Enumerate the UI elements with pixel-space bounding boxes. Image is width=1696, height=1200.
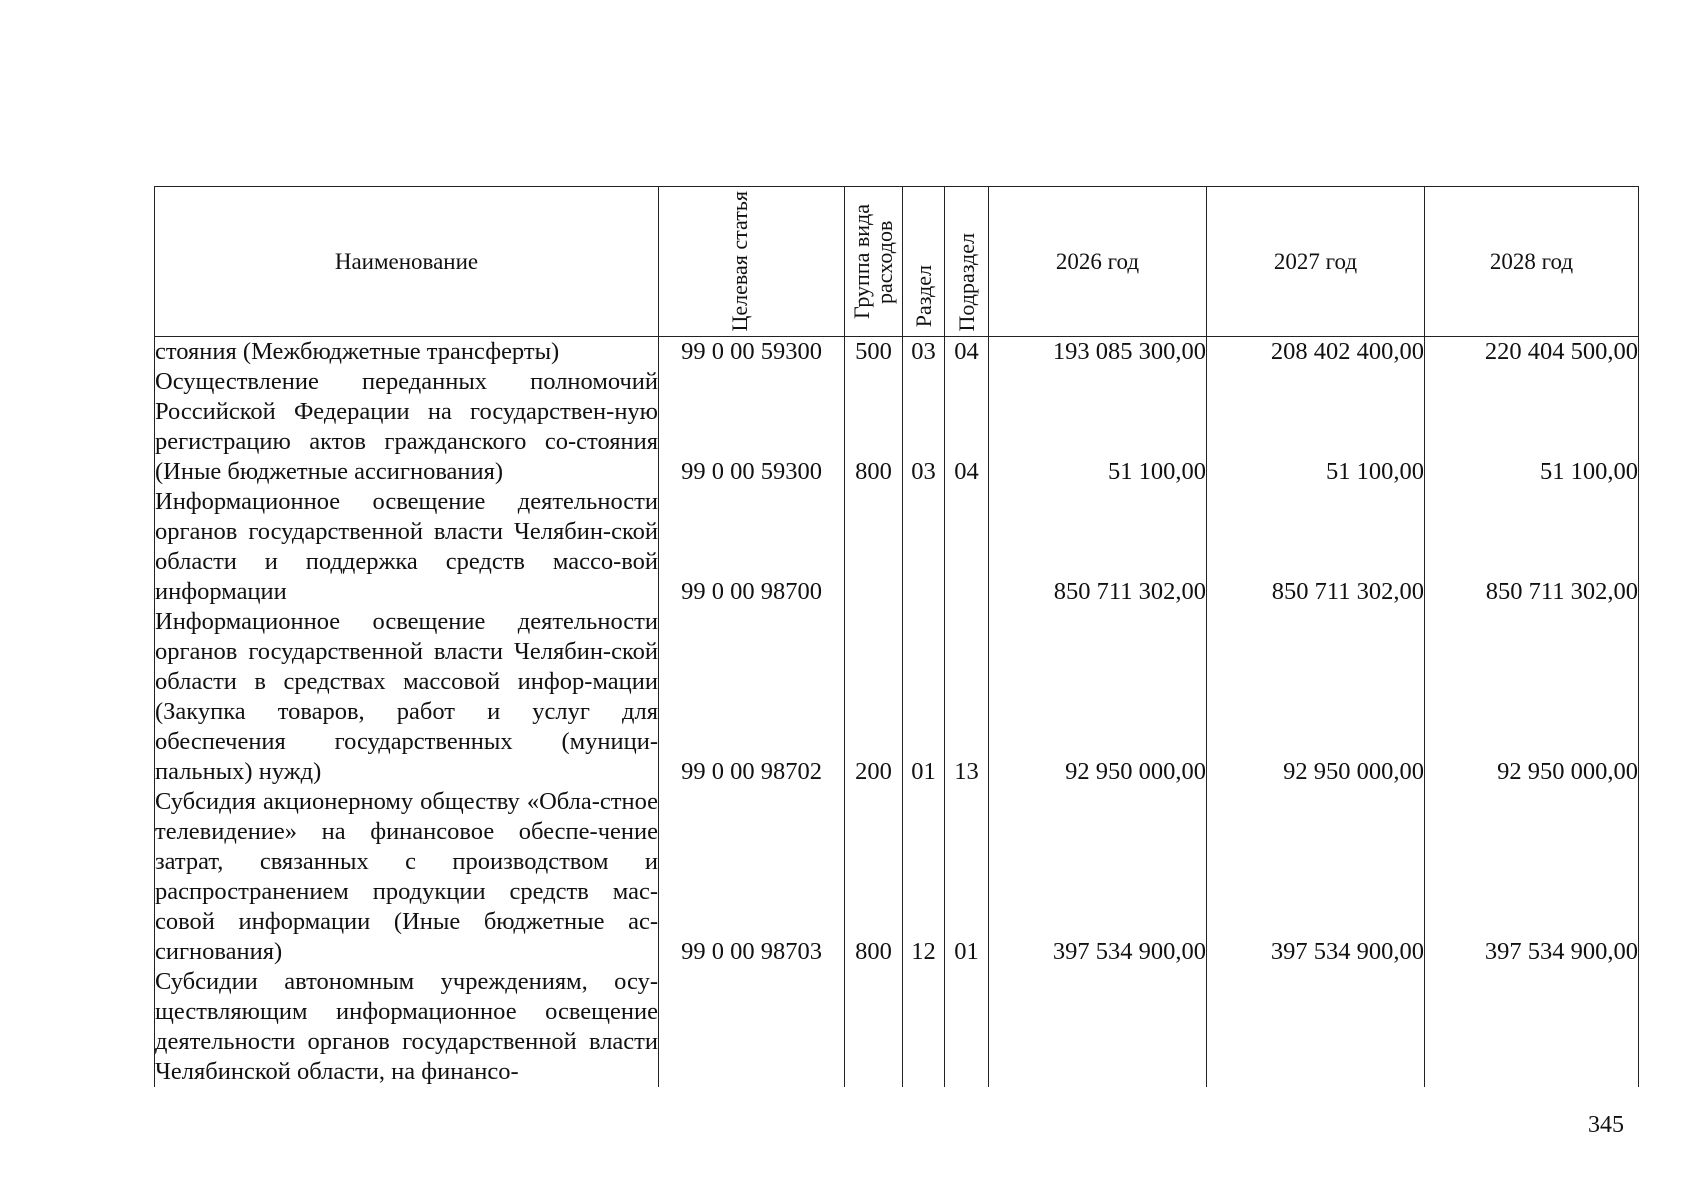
table-row	[155, 967, 1639, 1087]
row-group: 800	[845, 367, 903, 487]
header-group-text: Группа вида расходов	[848, 204, 897, 319]
row-2028: 850 711 302,00	[1425, 487, 1639, 607]
row-target: 99 0 00 98700	[659, 487, 845, 607]
row-subsection	[945, 967, 989, 1087]
row-target: 99 0 00 59300	[659, 337, 845, 368]
row-name: Информационное освещение деятельности органов государственной власти Челябин-ской области и поддержка средств массо-вой информации	[155, 488, 658, 605]
header-section	[903, 187, 945, 337]
row-2026: 51 100,00	[989, 367, 1207, 487]
row-subsection: 04	[945, 337, 989, 368]
row-section: 03	[903, 367, 945, 487]
header-target-text: Целевая статья	[726, 191, 752, 332]
row-group	[845, 487, 903, 607]
table-row	[155, 787, 1639, 967]
header-section-text: Раздел	[911, 265, 936, 328]
header-name: Наименование	[155, 187, 659, 337]
header-target	[659, 187, 845, 337]
row-section: 12	[903, 787, 945, 967]
row-name: стояния (Межбюджетные трансферты)	[155, 337, 659, 368]
table-row	[155, 367, 1639, 487]
row-group: 500	[845, 337, 903, 368]
row-2026: 92 950 000,00	[989, 607, 1207, 787]
header-group	[845, 187, 903, 337]
row-target	[659, 967, 845, 1087]
row-2028: 51 100,00	[1425, 367, 1639, 487]
row-subsection	[945, 487, 989, 607]
row-section	[903, 967, 945, 1087]
row-subsection: 01	[945, 787, 989, 967]
row-name: Субсидия акционерному обществу «Обла-стное телевидение» на финансовое обеспе-чение затрат, связанных с производством и распространением продукции средств мас-совой информации (Иные бюджетные ас-сигнования)	[155, 788, 658, 965]
row-2027: 92 950 000,00	[1207, 607, 1425, 787]
row-2028: 92 950 000,00	[1425, 607, 1639, 787]
row-name: Информационное освещение деятельности органов государственной власти Челябин-ской области в средствах массовой инфор-мации (Закупка товаров, работ и услуг для обеспечения государственных (муници-пальных) нужд)	[155, 608, 658, 785]
row-target: 99 0 00 59300	[659, 367, 845, 487]
row-subsection: 13	[945, 607, 989, 787]
row-2026	[989, 967, 1207, 1087]
row-section: 03	[903, 337, 945, 368]
row-group: 800	[845, 787, 903, 967]
row-section	[903, 487, 945, 607]
table-header-row	[155, 187, 1639, 337]
row-group	[845, 967, 903, 1087]
header-subsection	[945, 187, 989, 337]
row-target: 99 0 00 98703	[659, 787, 845, 967]
table-row	[155, 607, 1639, 787]
row-2026: 193 085 300,00	[989, 337, 1207, 368]
row-group: 200	[845, 607, 903, 787]
header-subsection-text: Подраздел	[954, 233, 979, 332]
row-name: Субсидии автономным учреждениям, осу-ществляющим информационное освещение деятельности органов государственной власти Челябинской области, на финансо-	[155, 968, 658, 1085]
row-2028	[1425, 967, 1639, 1087]
row-2026: 850 711 302,00	[989, 487, 1207, 607]
header-2026: 2026 год	[989, 187, 1207, 337]
table-row	[155, 487, 1639, 607]
row-name: Осуществление переданных полномочий Российской Федерации на государствен-ную регистрацию актов гражданского со-стояния (Иные бюджетные ассигнования)	[155, 368, 658, 485]
row-2027: 850 711 302,00	[1207, 487, 1425, 607]
row-2026: 397 534 900,00	[989, 787, 1207, 967]
row-section: 01	[903, 607, 945, 787]
row-2028: 220 404 500,00	[1425, 337, 1639, 368]
row-2027: 51 100,00	[1207, 367, 1425, 487]
row-target: 99 0 00 98702	[659, 607, 845, 787]
header-2027: 2027 год	[1207, 187, 1425, 337]
row-subsection: 04	[945, 367, 989, 487]
table-row	[155, 337, 1639, 368]
budget-table	[154, 186, 1639, 1087]
row-2027: 397 534 900,00	[1207, 787, 1425, 967]
row-2027	[1207, 967, 1425, 1087]
row-2028: 397 534 900,00	[1425, 787, 1639, 967]
row-2027: 208 402 400,00	[1207, 337, 1425, 368]
header-2028: 2028 год	[1425, 187, 1639, 337]
page-number: 345	[1588, 1112, 1624, 1138]
